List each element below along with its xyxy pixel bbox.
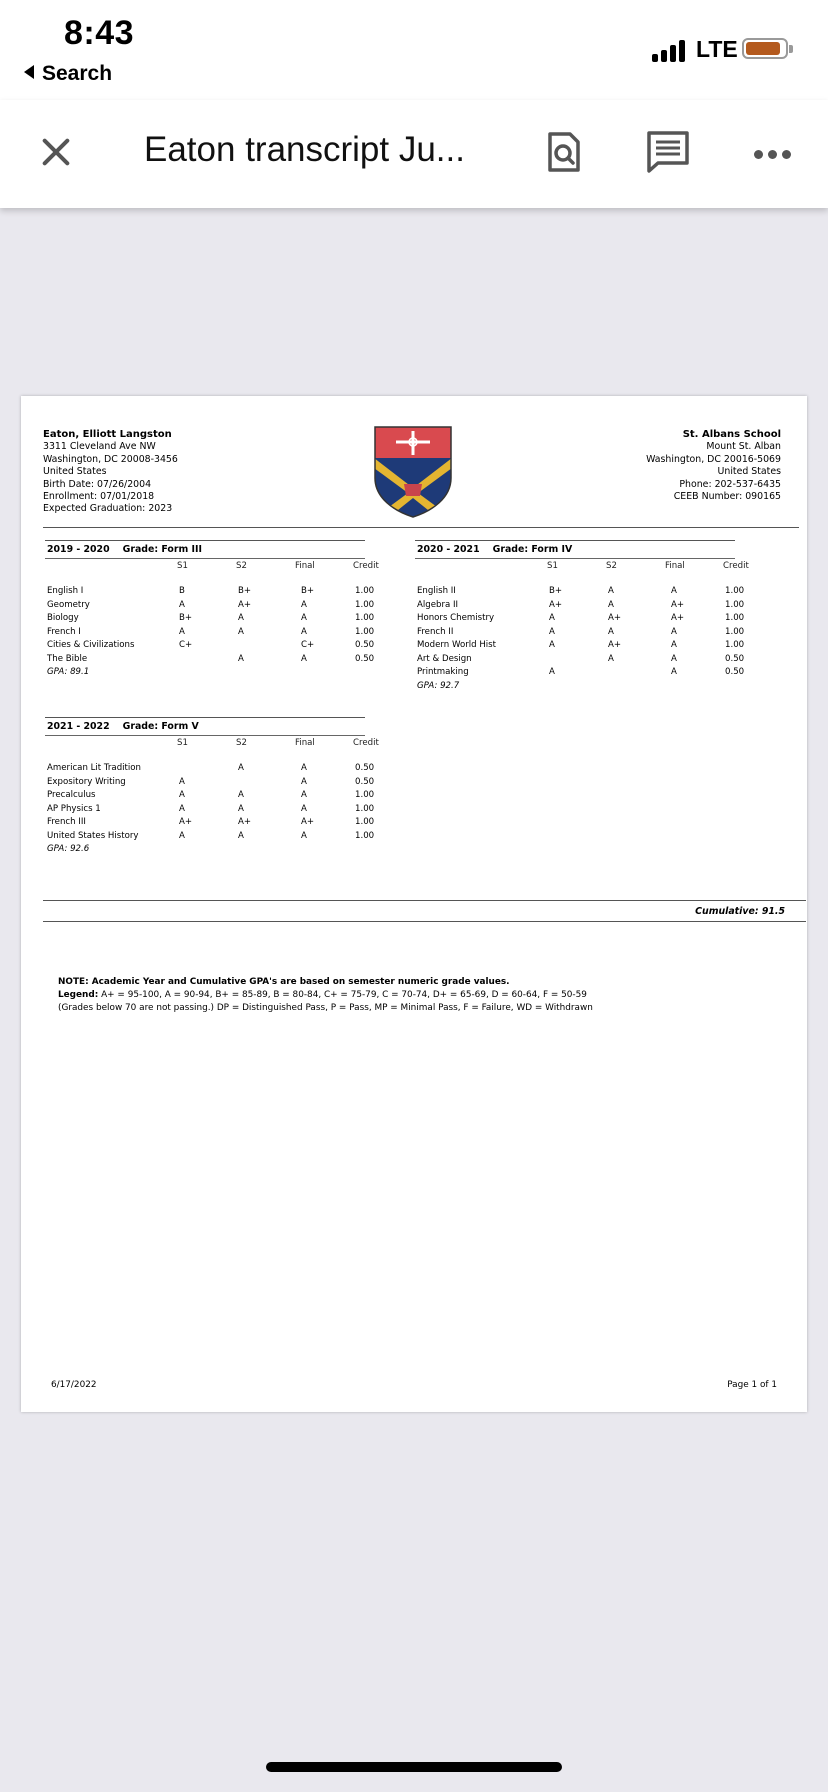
course-name: Geometry: [47, 599, 90, 610]
comment-icon[interactable]: [644, 128, 692, 176]
grade-s2: A: [238, 830, 244, 841]
course-row: [47, 763, 375, 777]
legend-text: A+ = 95-100, A = 90-94, B+ = 85-89, B = 80-84, C+ = 75-79, C = 70-74, D+ = 65-69, D = 60-64, F = 50-59: [98, 990, 587, 1000]
course-row: [47, 586, 375, 600]
year-header-divider: [415, 558, 735, 559]
cumulative-bottom-divider: [43, 921, 806, 922]
grade-s1: C+: [179, 640, 193, 650]
course-name: Precalculus: [47, 790, 96, 800]
grade-s2: A: [608, 599, 614, 610]
grade-s1: B+: [179, 613, 193, 623]
grade-final: A: [671, 626, 677, 637]
document-title: Eaton transcript Ju...: [144, 130, 465, 169]
grade-s2: A: [608, 653, 614, 664]
school-country: United States: [717, 466, 781, 478]
grade-final: A+: [671, 613, 685, 623]
school-phone: Phone: 202-537-6435: [679, 478, 781, 490]
column-header-s1: S1: [547, 561, 558, 571]
year-header-divider: [45, 558, 365, 559]
student-country: United States: [43, 466, 107, 478]
course-name: Modern World Hist: [417, 640, 497, 650]
home-indicator[interactable]: [266, 1762, 562, 1772]
more-options-icon[interactable]: [754, 150, 794, 160]
course-name: Expository Writing: [47, 776, 126, 787]
year-gpa: GPA: 92.7: [417, 680, 460, 691]
status-bar: [0, 0, 828, 100]
column-header-s1: S1: [177, 738, 188, 748]
grade-s1: B: [179, 586, 185, 596]
grade-credit: 1.00: [725, 626, 745, 637]
grade-final: A: [301, 613, 307, 623]
course-name: French I: [47, 626, 81, 637]
grade-final: A: [301, 790, 307, 800]
page-number: Page 1 of 1: [727, 1380, 777, 1390]
school-crest-logo: [374, 426, 452, 518]
grade-s1: B+: [549, 586, 563, 596]
course-name: AP Physics 1: [47, 803, 101, 814]
grade-s2: A: [238, 653, 244, 664]
course-row: [47, 599, 375, 614]
grade-s2: A: [238, 763, 244, 773]
grade-credit: 1.00: [355, 626, 375, 637]
column-header-s2: S2: [606, 561, 617, 571]
grade-credit: 0.50: [725, 667, 745, 677]
grade-s1: A: [179, 830, 185, 841]
year-block: [47, 718, 379, 888]
course-row: [47, 803, 375, 818]
grade-credit: 0.50: [355, 776, 375, 787]
student-address-line-2: Washington, DC 20008-3456: [43, 453, 178, 465]
grade-credit: 1.00: [355, 613, 375, 623]
course-row: [417, 667, 745, 681]
grade-s1: A+: [179, 817, 193, 827]
grade-credit: 1.00: [355, 803, 375, 814]
grade-credit: 0.50: [355, 653, 375, 664]
grade-s2: A: [238, 626, 244, 637]
grading-note: [58, 976, 593, 1015]
course-row: [47, 640, 375, 654]
grade-credit: 1.00: [355, 830, 375, 841]
grade-final: A: [671, 640, 677, 650]
grade-s1: A: [549, 640, 555, 650]
year-gpa: GPA: 92.6: [47, 844, 90, 854]
grade-final: A: [301, 626, 307, 637]
year-top-divider: [415, 540, 735, 541]
find-in-document-icon[interactable]: [540, 128, 588, 176]
student-enrollment: Enrollment: 07/01/2018: [43, 491, 155, 503]
grade-credit: 0.50: [355, 763, 375, 773]
grade-credit: 1.00: [355, 586, 375, 596]
column-header-final: Final: [295, 738, 315, 748]
course-name: Cities & Civilizations: [47, 640, 135, 650]
grade-final: A: [301, 763, 307, 773]
column-header-credit: Credit: [353, 738, 379, 748]
student-info: [43, 429, 178, 516]
grade-s2: A+: [238, 599, 252, 610]
grade-s2: A+: [238, 817, 252, 827]
grade-s1: A: [549, 626, 555, 637]
school-info: [646, 429, 781, 503]
course-row: [417, 586, 745, 600]
grade-s1: A: [179, 776, 185, 787]
course-row: [417, 599, 745, 614]
legend-label: Legend:: [58, 990, 99, 1000]
column-header-s2: S2: [236, 561, 247, 571]
grade-final: A: [671, 586, 677, 596]
course-row: [47, 776, 375, 791]
grade-s2: A: [238, 613, 244, 623]
year-top-divider: [45, 540, 365, 541]
column-header-credit: Credit: [723, 561, 749, 571]
year-heading: 2019 - 2020 Grade: Form III: [47, 544, 202, 555]
grade-final: A: [301, 653, 307, 664]
cumulative-gpa: Cumulative: 91.5: [695, 906, 785, 917]
grade-s2: B+: [238, 586, 252, 596]
course-name: Biology: [47, 613, 79, 623]
year-block: [417, 541, 749, 711]
course-row: [47, 613, 375, 627]
course-row: [417, 613, 745, 627]
grade-s1: A: [179, 599, 185, 610]
student-address-line-1: 3311 Cleveland Ave NW: [43, 441, 156, 453]
column-header-final: Final: [665, 561, 685, 571]
grade-credit: 1.00: [725, 613, 745, 623]
column-header-credit: Credit: [353, 561, 379, 571]
grade-final: A: [301, 776, 307, 787]
course-name: Printmaking: [417, 667, 469, 677]
grade-s2: A: [608, 586, 614, 596]
grade-s2: A+: [608, 640, 622, 650]
year-block: [47, 541, 379, 711]
grade-credit: 1.00: [355, 817, 375, 827]
grade-s1: A: [179, 803, 185, 814]
course-name: Art & Design: [417, 653, 472, 664]
grade-credit: 1.00: [355, 599, 375, 610]
status-time: 8:43: [64, 14, 135, 52]
grade-final: C+: [301, 640, 315, 650]
course-row: [47, 817, 375, 831]
year-heading: 2021 - 2022 Grade: Form V: [47, 721, 199, 732]
course-name: English I: [47, 586, 84, 596]
course-name: American Lit Tradition: [47, 763, 141, 773]
column-header-s1: S1: [177, 561, 188, 571]
transcript-page: [21, 396, 807, 1412]
grade-s1: A: [549, 667, 555, 677]
grade-credit: 0.50: [725, 653, 745, 664]
grade-s1: A: [549, 613, 555, 623]
student-name: Eaton, Elliott Langston: [43, 429, 172, 440]
column-header-s2: S2: [236, 738, 247, 748]
grade-final: A: [671, 667, 677, 677]
course-row: [47, 653, 375, 668]
grade-final: A: [671, 653, 677, 664]
grade-credit: 0.50: [355, 640, 375, 650]
course-row: [417, 626, 745, 641]
column-header-final: Final: [295, 561, 315, 571]
course-name: French II: [417, 626, 454, 637]
grade-credit: 1.00: [725, 599, 745, 610]
signal-icon: [652, 38, 688, 62]
school-name: St. Albans School: [682, 429, 781, 440]
grade-s2: A: [238, 803, 244, 814]
school-address-line-1: Mount St. Alban: [706, 441, 781, 453]
back-label: Search: [42, 62, 113, 85]
back-to-search-button[interactable]: [24, 62, 112, 86]
grade-credit: 1.00: [725, 640, 745, 650]
year-heading: 2020 - 2021 Grade: Form IV: [417, 544, 573, 555]
course-row: [47, 790, 375, 804]
course-name: French III: [47, 817, 86, 827]
year-gpa: GPA: 89.1: [47, 667, 90, 677]
course-name: Honors Chemistry: [417, 613, 495, 623]
student-expected-graduation: Expected Graduation: 2023: [43, 503, 173, 515]
student-birth-date: Birth Date: 07/26/2004: [43, 478, 152, 490]
grade-s1: A: [179, 626, 185, 637]
course-name: Algebra II: [417, 599, 459, 610]
course-row: [417, 653, 745, 668]
print-date: 6/17/2022: [51, 1380, 97, 1390]
grade-credit: 1.00: [355, 790, 375, 800]
document-toolbar: [0, 100, 828, 208]
grade-s1: A: [179, 790, 185, 800]
year-top-divider: [45, 717, 365, 718]
school-ceeb: CEEB Number: 090165: [673, 491, 781, 503]
note-line: NOTE: Academic Year and Cumulative GPA's are based on semester numeric grade values.: [58, 977, 510, 987]
grade-s1: A+: [549, 599, 563, 610]
course-name: English II: [417, 586, 456, 596]
header-divider: [43, 527, 799, 528]
grade-final: B+: [301, 586, 315, 596]
grade-final: A: [301, 599, 307, 610]
grade-final: A: [301, 830, 307, 841]
grade-final: A+: [301, 817, 315, 827]
passing-note: (Grades below 70 are not passing.) DP = Distinguished Pass, P = Pass, MP = Minimal Pass, F = Failure, WD = Withdrawn: [58, 1003, 593, 1013]
grade-final: A: [301, 803, 307, 814]
close-icon[interactable]: [36, 132, 76, 172]
course-name: The Bible: [47, 653, 88, 664]
grade-final: A+: [671, 599, 685, 610]
grade-credit: 1.00: [725, 586, 745, 596]
grade-s2: A: [238, 790, 244, 800]
cumulative-top-divider: [43, 900, 806, 901]
school-address-line-2: Washington, DC 20016-5069: [646, 453, 781, 465]
grade-s2: A: [608, 626, 614, 637]
network-label: LTE: [696, 36, 738, 62]
battery-icon: [742, 38, 788, 59]
year-header-divider: [45, 735, 365, 736]
course-name: United States History: [47, 830, 139, 841]
course-row: [47, 626, 375, 641]
grade-s2: A+: [608, 613, 622, 623]
back-arrow-icon: [24, 65, 34, 79]
course-row: [417, 640, 745, 654]
course-row: [47, 830, 375, 845]
